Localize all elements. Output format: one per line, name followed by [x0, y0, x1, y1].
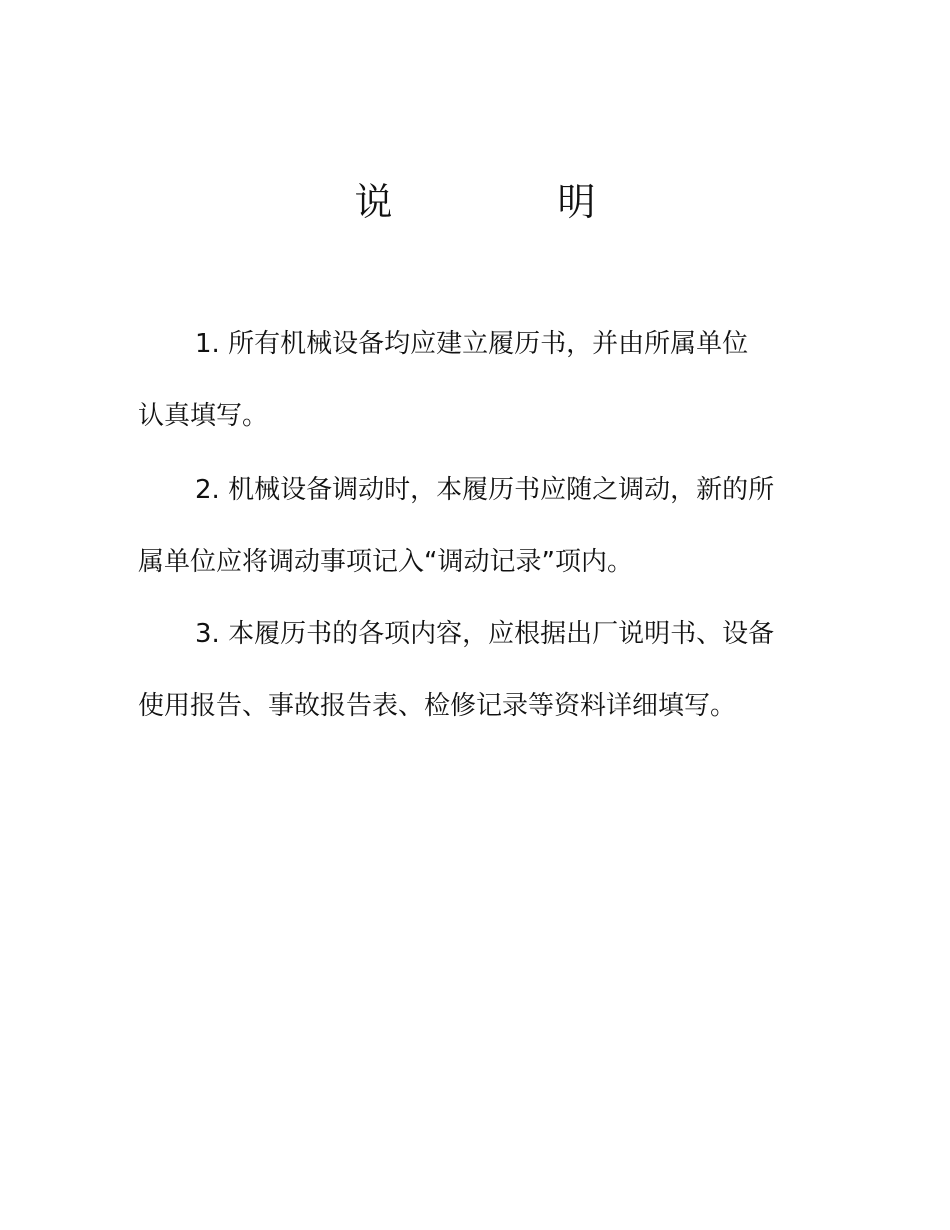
instruction-item-1	[138, 326, 778, 434]
instruction-2-line-1: 2. 机械设备调动时，本履历书应随之调动，新的所	[195, 475, 775, 505]
instruction-item-3	[138, 616, 778, 724]
instruction-3-line-1: 3. 本履历书的各项内容，应根据出厂说明书、设备	[195, 619, 775, 649]
title-char-shuo: 说	[354, 180, 393, 224]
instruction-2-line-2: 属单位应将调动事项记入“调动记录”项内。	[138, 547, 633, 577]
instruction-3-line-2: 使用报告、事故报告表、检修记录等资料详细填写。	[138, 691, 737, 721]
instruction-item-2	[138, 472, 778, 580]
instruction-1-line-2: 认真填写。	[138, 401, 269, 431]
instruction-1-line-1: 1. 所有机械设备均应建立履历书，并由所属单位	[195, 329, 749, 359]
title-char-ming: 明	[557, 180, 596, 224]
page-title	[0, 178, 950, 226]
